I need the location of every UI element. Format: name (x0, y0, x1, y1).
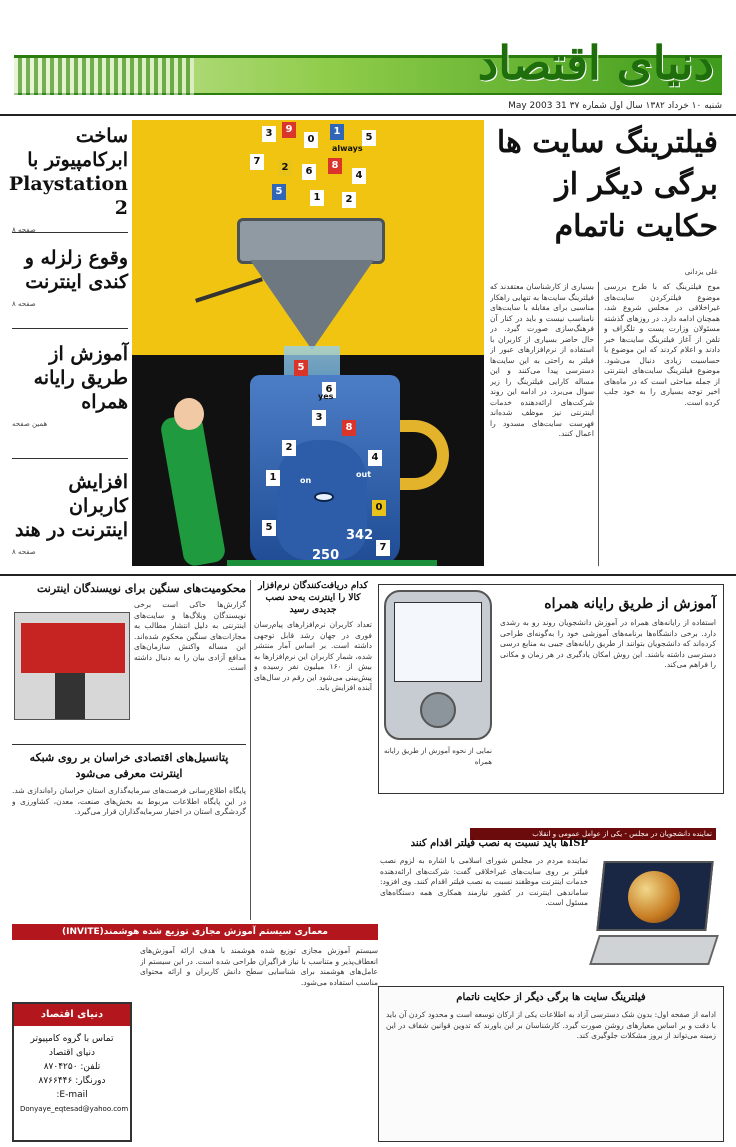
column-rule (598, 282, 599, 566)
number-label: 250 (312, 548, 340, 563)
digit-tile: 9 (282, 122, 296, 138)
hand (174, 398, 204, 430)
khorasan-text: پایگاه اطلاع‌رسانی فرصت‌های سرمایه‌گذاری استان خراسان راه‌اندازی شد. در این پایگاه اطلاعات مربوط به بخش‌های صنعت، معدن، کشاورزی و گردشگری استان در اختیار سرمایه‌گذاران قرار می‌گیرد. (12, 786, 246, 816)
digit-tile: 2 (278, 160, 292, 176)
lead-illustration (132, 120, 484, 566)
word-label: out (356, 470, 372, 479)
digit-tile: 5 (362, 130, 376, 146)
divider (12, 328, 128, 329)
digit-tile: 4 (368, 450, 382, 466)
digit-tile: 2 (282, 440, 296, 456)
digit-tile: 5 (272, 184, 286, 200)
digit-tile: 7 (376, 540, 390, 556)
teaser-earthquake[interactable] (12, 246, 128, 308)
masthead-pattern (14, 58, 194, 95)
software-text: تعداد کاربران نرم‌افزارهای پیام‌رسان فوری در جهان رشد قابل توجهی داشته است. بر اساس آمار منتشر شده، شمار کاربران این نرم‌افزارها به بیش از ۱۶۰ میلیون نفر رسیده و پیش‌بینی می‌شود این رقم در سال‌های آینده افزایش یابد. (254, 620, 372, 692)
eye (314, 492, 334, 502)
globe (628, 871, 680, 923)
teaser-ref: صفحه ۸ (12, 226, 36, 234)
continuation-text: ادامه از صفحه اول: بدون شک دسترسی آزاد به اطلاعات یکی از ارکان توسعه است و محدود کردن آن باید با دقت و بر اساس معیارهای روشن صورت گیرد. کارشناسان بر این باورند که تدوین قوانین شفاف در این زمینه می‌تواند از بروز مشکلات جلوگیری کند. (386, 1010, 716, 1040)
lead-byline: علی یزدانی (684, 268, 718, 276)
continuation-title[interactable]: فیلترینگ سایت ها برگی دیگر از حکایت ناتمام (456, 992, 646, 1003)
contact-email-label: E-mail: (56, 1090, 88, 1100)
divider (12, 458, 128, 459)
bloggers-text: گزارش‌ها حاکی است برخی نویسندگان وبلاگ‌ها و سایت‌های اینترنتی به دلیل انتشار مطالب به مجازات‌های سنگین محکوم شده‌اند. این مساله واکنش سازمان‌های مدافع آزادی بیان را به دنبال داشته است. (134, 600, 246, 672)
digit-tile: 3 (262, 126, 276, 142)
teaser-title: افزایش کاربران اینترنت در هند (14, 471, 128, 541)
digit-tile: 0 (304, 132, 318, 148)
digit-tile: 1 (330, 124, 344, 140)
laptop-globe-image (592, 855, 720, 973)
contact-line: دنیای اقتصاد (49, 1048, 95, 1058)
word-label: yes (318, 392, 334, 401)
divider (12, 744, 246, 745)
teaser-ref: صفحه ۸ (12, 548, 36, 556)
funnel-cone (250, 260, 374, 350)
number-label: 342 (346, 528, 374, 543)
digit-tile: 5 (294, 360, 308, 376)
digit-tile: 2 (342, 192, 356, 208)
word-label: on (300, 476, 312, 485)
invite-title-bar[interactable]: معماری سیستم آموزش مجازی توزیع شده هوشمند(INVITE) (12, 924, 378, 940)
laptop-keyboard (589, 935, 719, 965)
teaser-playstation[interactable] (8, 124, 128, 234)
isp-title[interactable]: ISPها باید نسبت به نصب فیلتر اقدام کنند (410, 838, 588, 849)
digit-tile: 7 (250, 154, 264, 170)
digit-tile: 8 (328, 158, 342, 174)
pda-caption: نمایی از نحوه آموزش از طریق رایانه همراه (384, 747, 492, 766)
dateline: شنبه ۱۰ خرداد ۱۳۸۲ سال اول شماره ۳۷ 31 May 2003 (508, 101, 722, 111)
contact-phone: تلفن: ۸۷۰۴۲۵۰ (43, 1062, 101, 1072)
contact-line: تماس با گروه کامپیوتر (30, 1034, 114, 1044)
invite-text: سیستم آموزش مجازی توزیع شده هوشمند با هدف ارائه آموزش‌های انعطاف‌پذیر و متناسب با نیاز فراگیران طراحی شده است. در این سیستم از عامل‌های هوشمند برای شناسایی سطح دانش کاربران و ارائه محتوای مناسب استفاده می‌شود. (140, 946, 378, 987)
word-label: always (332, 144, 363, 153)
khorasan-title[interactable]: پتانسیل‌های اقتصادی خراسان بر روی شبکه اینترنت معرفی می‌شود (29, 751, 229, 780)
contact-fax: دورنگار: ۸۷۶۶۴۴۶ (38, 1076, 106, 1086)
digit-tile: 1 (266, 470, 280, 486)
software-title[interactable]: کدام دریافت‌کنندگان نرم‌افزار کالا را اینترنت به‌حد نصب جدیدی رسید (258, 581, 368, 615)
mobile-learning-title[interactable]: آموزش از طریق رایانه همراه (544, 596, 716, 612)
digit-tile: 6 (302, 164, 316, 180)
pda-screen (394, 602, 482, 682)
teaser-title: ساخت ابرکامپیوتر با Playstation 2 (8, 125, 128, 219)
isp-text: نماینده مردم در مجلس شورای اسلامی با اشاره به لزوم نصب فیلتر بر روی سایت‌های غیراخلاقی گفت: شرکت‌های ارائه‌دهنده خدمات اینترنت موظفند نسبت به نصب فیلتر اقدام کنند. وی افزود: ساماندهی اینترنت در کشور نیازمند همکاری همه دستگاه‌های مسئول است. (380, 856, 588, 907)
divider (12, 232, 128, 233)
teaser-ref: همین صفحه (12, 420, 48, 428)
photo-banner (21, 623, 125, 673)
digit-tile: 3 (312, 410, 326, 426)
bloggers-title[interactable]: محکومیت‌های سنگین برای نویسندگان اینترنت (36, 582, 246, 595)
lead-column-1: موج فیلترینگ که با طرح بررسی موضوع فیلترکردن سایت‌های غیراخلاقی در مجلس شروع شد، همچنان ادامه دارد. در روزهای گذشته مسئولان وزارت پست و تلگراف و تلفن از آغاز فیلترینگ سایت‌ها خبر دادند و اعلام کردند که این موضوع با حساسیت زیادی دنبال می‌شود. موضوع فیلترینگ سایت‌های اینترنتی از جمله مباحثی است که در ماه‌های اخیر توجه بسیاری را به خود جلب کرده است. (604, 282, 720, 407)
teaser-ref: صفحه ۸ (12, 300, 36, 308)
lead-headline[interactable]: فیلترینگ سایت ها برگی دیگر از حکایت ناتمام (496, 125, 718, 244)
protest-photo (14, 612, 130, 720)
section-rule (0, 574, 736, 576)
lead-column-2: بسیاری از کارشناسان معتقدند که فیلترینگ سایت‌ها به تنهایی راهکار مناسبی برای مقابله با سایت‌های نامناسب نیست و باید در کنار آن فرهنگ‌سازی صورت گیرد. در حال حاضر بسیاری از کاربران با استفاده از نرم‌افزارهای عبور از فیلتر به راحتی به این سایت‌ها دسترسی پیدا می‌کنند و این مساله کارایی فیلترینگ را زیر سوال می‌برد. در ادامه این روند شرکت‌های ارائه‌دهنده خدمات اینترنتی نیز موظف شده‌اند فهرست سایت‌های مسدود را اعمال کنند. (490, 282, 594, 438)
contact-details (20, 1032, 129, 1116)
digit-tile: 8 (342, 420, 356, 436)
teaser-mobile-learning[interactable] (12, 342, 128, 428)
digit-tile: 6 (322, 382, 336, 398)
digit-tile: 4 (352, 168, 366, 184)
contact-email[interactable]: Donyaye_eqtesad@yahoo.com (20, 1105, 129, 1113)
digit-tile: 1 (310, 190, 324, 206)
pda-dial (420, 692, 456, 728)
mobile-learning-text: استفاده از رایانه‌های همراه در آموزش دانشجویان روند رو به رشدی دارد. برخی دانشگاه‌ها برنامه‌های آموزشی خود را به‌گونه‌ای طراحی کرده‌اند که دانشجویان بتوانند از طریق رایانه‌های جیبی به منابع درسی دسترسی داشته باشند. این روش امکان یادگیری در هر زمان و مکانی را فراهم می‌کند. (500, 618, 716, 669)
funnel-hopper (237, 218, 385, 264)
column-rule (250, 580, 251, 920)
newspaper-logo: دنیای اقتصاد (477, 36, 714, 90)
teaser-india[interactable] (12, 470, 128, 556)
teaser-title: آموزش از طریق رایانه همراه (33, 343, 128, 413)
digit-tile: 5 (262, 520, 276, 536)
teaser-title: وقوع زلزله و کندی اینترنت (24, 247, 128, 293)
top-rule (0, 114, 736, 116)
isp-tag: نماینده دانشجویان در مجلس - یکی از عوامل عمومی و انقلاب (470, 828, 716, 840)
pda-device-image (384, 590, 492, 740)
photo-person (55, 673, 85, 720)
contact-header: دنیای اقتصاد (14, 1004, 130, 1026)
contact-box (12, 1002, 132, 1142)
digit-tile: 0 (372, 500, 386, 516)
